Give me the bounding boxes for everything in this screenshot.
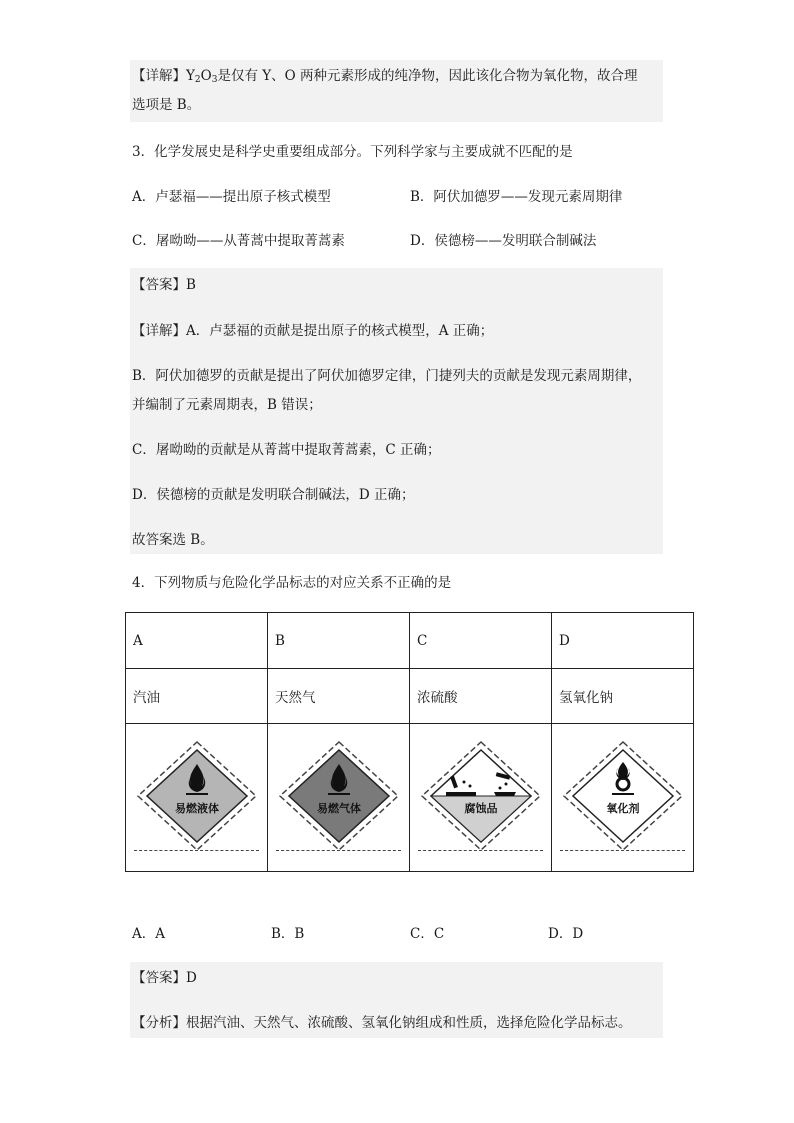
q4-analysis: 【分析】根据汽油、天然气、浓硫酸、氢氧化钠组成和性质，选择危险化学品标志。 bbox=[132, 1015, 632, 1031]
sign-label-b: 易燃气体 bbox=[316, 801, 361, 815]
cell-sign-d bbox=[552, 724, 694, 872]
sign-dashed-line bbox=[418, 850, 543, 851]
cell-substance-a: 汽油 bbox=[126, 669, 268, 724]
detail-line-1: 【详解】$Y_2O_3$是仅有 Y、O 两种元素形成的纯净物，因此该化合物为氧化物，故合理 bbox=[132, 68, 638, 85]
q4-answer: 【答案】D bbox=[132, 970, 197, 986]
cell-letter-b: B bbox=[268, 613, 410, 669]
table-row bbox=[126, 724, 694, 872]
q3-detail-2: B．阿伏加德罗的贡献是提出了阿伏加德罗定律，门捷列夫的贡献是发现元素周期律， bbox=[132, 368, 642, 384]
table-row bbox=[126, 613, 694, 669]
cell-sign-c bbox=[410, 724, 552, 872]
q3-detail-1: 【详解】A．卢瑟福的贡献是提出原子的核式模型，A 正确； bbox=[132, 323, 494, 339]
q3-detail-4: C．屠呦呦的贡献是从菁蒿中提取菁蒿素，C 正确； bbox=[132, 442, 441, 458]
cell-sign-b bbox=[268, 724, 410, 872]
cell-substance-d: 氢氧化钠 bbox=[552, 669, 694, 724]
sign-dashed-line bbox=[560, 850, 685, 851]
flammable-liquid-sign-icon bbox=[132, 736, 262, 856]
q4-option-a: A．A bbox=[132, 926, 165, 942]
detail-tag: 【详解】 bbox=[132, 68, 186, 84]
q4-option-d: D．D bbox=[548, 926, 584, 942]
q3-option-a: A．卢瑟福——提出原子核式模型 bbox=[132, 189, 331, 205]
sign-dashed-line bbox=[134, 850, 259, 851]
q3-option-b: B．阿伏加德罗——发现元素周期律 bbox=[410, 189, 623, 205]
q3-option-d: D．侯德榜——发明联合制碱法 bbox=[410, 233, 597, 249]
cell-substance-c: 浓硫酸 bbox=[410, 669, 552, 724]
sign-dashed-line bbox=[276, 850, 401, 851]
sign-label-a: 易燃液体 bbox=[174, 801, 219, 815]
q4-option-c: C．C bbox=[410, 926, 445, 942]
q3-detail-3: 并编制了元素周期表，B 错误； bbox=[132, 397, 322, 413]
sign-label-c: 腐蚀品 bbox=[464, 801, 497, 815]
q4-option-b: B．B bbox=[271, 926, 305, 942]
q3-detail-5: D．侯德榜的贡献是发明联合制碱法，D 正确； bbox=[132, 487, 415, 503]
cell-substance-b: 天然气 bbox=[268, 669, 410, 724]
flammable-gas-sign-icon bbox=[274, 736, 404, 856]
q3-stem: 3．化学发展史是科学史重要组成部分。下列科学家与主要成就不匹配的是 bbox=[132, 144, 573, 160]
detail-line-2: 选项是 B。 bbox=[132, 97, 201, 113]
q3-answer: 【答案】B bbox=[132, 277, 196, 293]
hazard-table bbox=[125, 612, 694, 872]
table-row bbox=[126, 669, 694, 724]
corrosive-sign-icon bbox=[416, 736, 546, 856]
cell-letter-a: A bbox=[126, 613, 268, 669]
q3-detail-6: 故答案选 B。 bbox=[132, 532, 214, 548]
oxidizer-sign-icon bbox=[558, 736, 688, 856]
cell-letter-d: D bbox=[552, 613, 694, 669]
q4-stem: 4．下列物质与危险化学品标志的对应关系不正确的是 bbox=[132, 575, 452, 591]
q3-option-c: C．屠呦呦——从菁蒿中提取菁蒿素 bbox=[132, 233, 345, 249]
sign-label-d: 氧化剂 bbox=[606, 801, 639, 815]
cell-sign-a bbox=[126, 724, 268, 872]
cell-letter-c: C bbox=[410, 613, 552, 669]
